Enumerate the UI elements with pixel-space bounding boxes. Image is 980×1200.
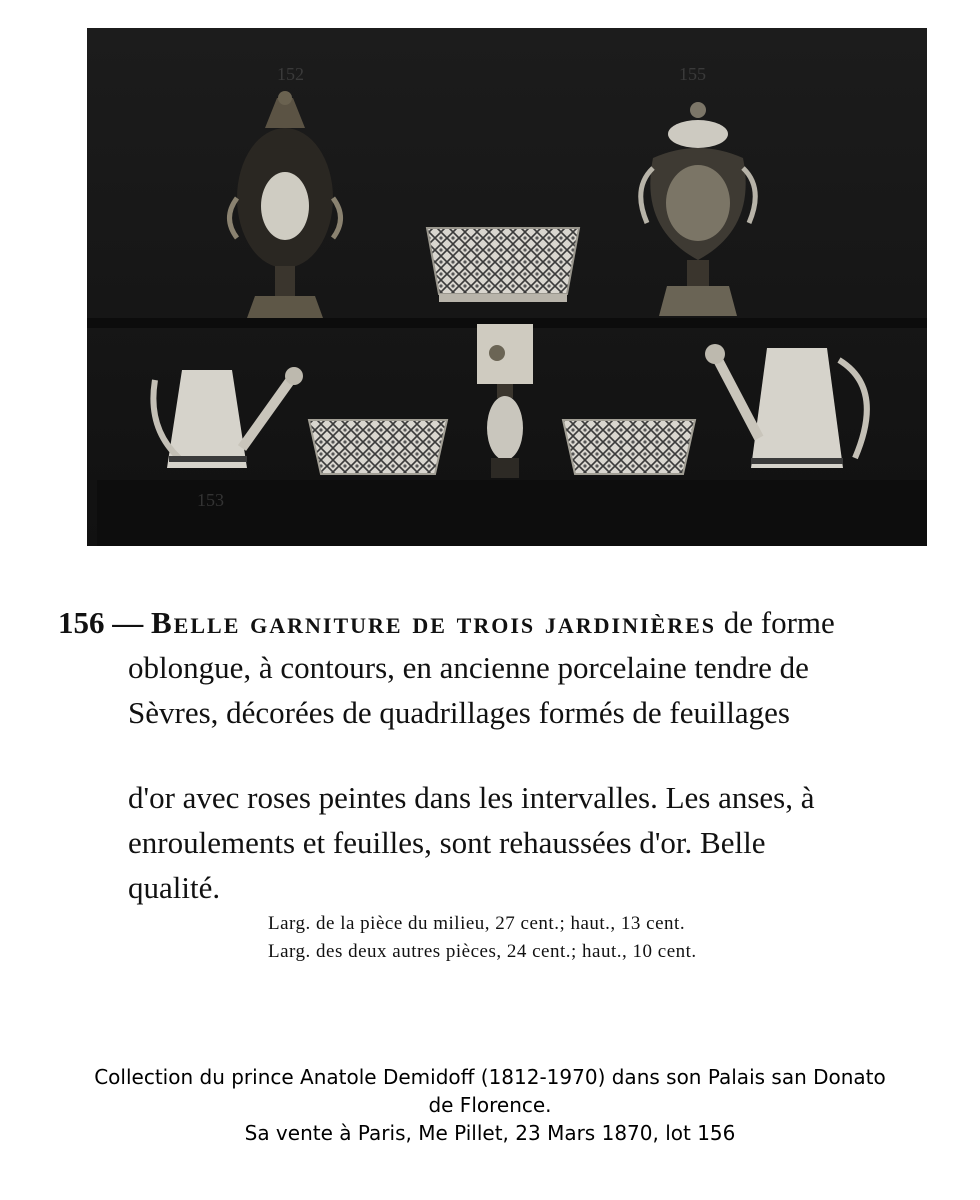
entry-first-line [58, 600, 938, 645]
entry-line-4: d'or avec roses peintes dans les intervalles. Les anses, à [128, 780, 815, 815]
lot-number: 156 [58, 605, 105, 640]
catalogue-photograph [87, 28, 927, 546]
porcelain-garniture-image [87, 28, 927, 546]
right-jardiniere [563, 420, 695, 474]
left-jardiniere [309, 420, 447, 474]
photo-label-bottom: 153 [197, 490, 224, 510]
provenance-caption [0, 1063, 980, 1147]
entry-title: Belle garniture de trois jardinières [151, 605, 717, 640]
central-jardiniere [427, 228, 579, 302]
caption-line-1: Collection du prince Anatole Demidoff (1812-1970) dans son Palais san Donato [94, 1065, 886, 1089]
dimension-line-1: Larg. de la pièce du milieu, 27 cent.; haut., 13 cent. [268, 913, 686, 934]
caption-line-2: de Florence. [428, 1093, 552, 1117]
entry-line-2: oblongue, à contours, en ancienne porcelaine tendre de [128, 650, 809, 685]
photo-label-left: 152 [277, 64, 304, 84]
entry-line-6: qualité. [128, 870, 221, 905]
lot-dash: — [112, 605, 144, 640]
catalogue-entry [58, 600, 938, 966]
entry-line-3: Sèvres, décorées de quadrillages formés de feuillages [128, 695, 790, 730]
entry-line-5: enroulements et feuilles, sont rehaussées d'or. Belle [128, 825, 766, 860]
entry-line1-rest: de forme [723, 605, 835, 640]
dimension-line-2: Larg. des deux autres pièces, 24 cent.; haut., 10 cent. [268, 941, 697, 962]
photo-label-right: 155 [679, 64, 706, 84]
caption-line-3: Sa vente à Paris, Me Pillet, 23 Mars 1870, lot 156 [244, 1121, 736, 1145]
